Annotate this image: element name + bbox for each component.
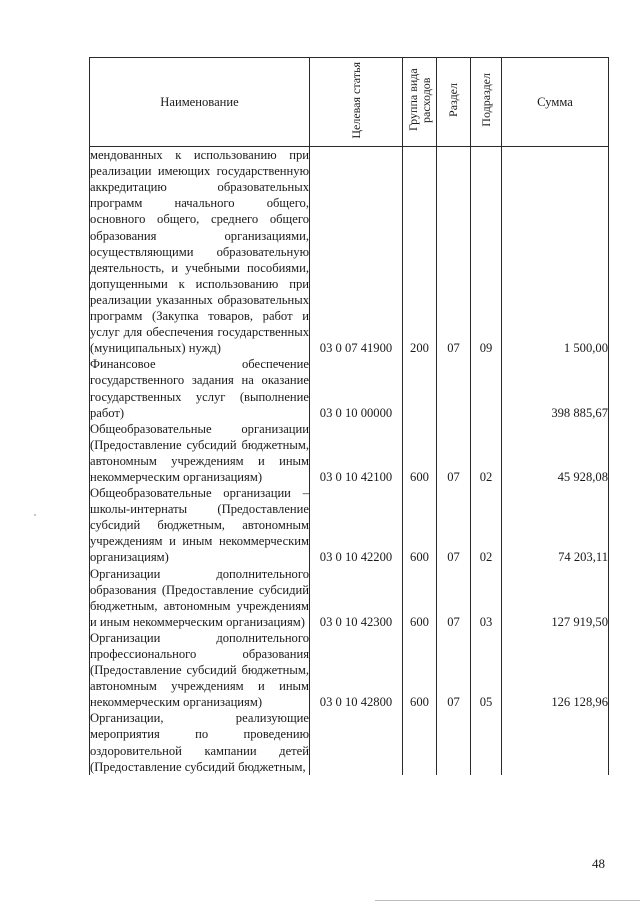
row-name: Организации дополнительного профессионального образования (Предоставление субсидий бюджетным, автономным учреждениям и иным некоммерческим организациям) xyxy=(90,630,309,710)
header-name: Наименование xyxy=(90,58,310,147)
row-subsection: 02 xyxy=(471,485,502,565)
row-subsection: 02 xyxy=(471,421,502,485)
table-header xyxy=(90,58,609,147)
footer-rule xyxy=(375,900,640,901)
budget-table xyxy=(89,57,609,775)
header-subsection xyxy=(471,58,502,147)
row-code: 03 0 10 42300 xyxy=(310,566,403,630)
row-subsection: 09 xyxy=(471,147,502,357)
row-sum: 126 128,96 xyxy=(502,630,609,710)
header-group xyxy=(403,58,437,147)
row-subsection: 03 xyxy=(471,566,502,630)
row-section: 07 xyxy=(437,147,471,357)
row-code: 03 0 10 00000 xyxy=(310,356,403,420)
row-section xyxy=(437,356,471,420)
row-section: 07 xyxy=(437,421,471,485)
row-name: Финансовое обеспечение государственного задания на оказание государственных услуг (выполнение работ) xyxy=(90,357,309,420)
row-name: Организации дополнительного образования (Предоставление субсидий бюджетным, автономным учреждениям и иным некоммерческим организациям) xyxy=(90,566,309,629)
row-name: мендованных к использованию при реализации имеющих государственную аккредитацию образовательных программ начального общего, основного общего, среднего общего образования организациями, осуществляющими образовательную деятельность, и учебными пособиями, допущенными к использованию при реализации указанных образовательных программ (Закупка товаров, работ и услуг для обеспечения государственных (муниципальных) нужд) xyxy=(90,148,309,356)
header-section-label: Раздел xyxy=(446,83,460,117)
row-sum: 127 919,50 xyxy=(502,566,609,630)
header-target-label: Целевая статья xyxy=(348,61,363,139)
header-subsection-label: Подраздел xyxy=(478,73,493,127)
row-subsection xyxy=(471,356,502,420)
row-section: 07 xyxy=(437,485,471,565)
row-group: 600 xyxy=(403,566,437,630)
row-subsection: 05 xyxy=(471,630,502,710)
table-row xyxy=(90,356,609,420)
row-subsection xyxy=(471,710,502,774)
row-code xyxy=(310,710,403,774)
row-section: 07 xyxy=(437,566,471,630)
row-group: 600 xyxy=(403,485,437,565)
table-row xyxy=(90,485,609,565)
row-name: Общеобразовательные организации (Предоставление субсидий бюджетным, автономным учреждениям и иным некоммерческим организациям) xyxy=(90,421,309,484)
row-group xyxy=(403,710,437,774)
header-sum: Сумма xyxy=(502,58,609,147)
row-sum: 45 928,08 xyxy=(502,421,609,485)
header-section xyxy=(437,58,471,147)
row-sum: 1 500,00 xyxy=(502,147,609,357)
row-group: 200 xyxy=(403,147,437,357)
row-group xyxy=(403,356,437,420)
row-code: 03 0 10 42200 xyxy=(310,485,403,565)
table-row xyxy=(90,710,609,774)
table-body xyxy=(90,147,609,775)
table-row xyxy=(90,630,609,710)
row-sum xyxy=(502,710,609,774)
row-code: 03 0 10 42800 xyxy=(310,630,403,710)
row-group: 600 xyxy=(403,630,437,710)
row-code: 03 0 10 42100 xyxy=(310,421,403,485)
header-group-label: Группа вида расходов xyxy=(405,68,433,132)
row-section: 07 xyxy=(437,630,471,710)
table-row xyxy=(90,147,609,357)
row-name: Общеобразовательные организации – школы-интернаты (Предоставление субсидий бюджетным, автономным учреждениям и иным некоммерческим организациям) xyxy=(90,486,309,565)
row-section xyxy=(437,710,471,774)
scan-speck xyxy=(34,514,36,516)
table-row xyxy=(90,566,609,630)
page-number: 48 xyxy=(592,856,605,871)
row-sum: 74 203,11 xyxy=(502,485,609,565)
row-sum: 398 885,67 xyxy=(502,356,609,420)
row-name: Организации, реализующие мероприятия по проведению оздоровительной кампании детей (Предоставление субсидий бюджетным, xyxy=(90,711,309,774)
row-code: 03 0 07 41900 xyxy=(310,147,403,357)
row-group: 600 xyxy=(403,421,437,485)
header-target xyxy=(310,58,403,147)
table-row xyxy=(90,421,609,485)
